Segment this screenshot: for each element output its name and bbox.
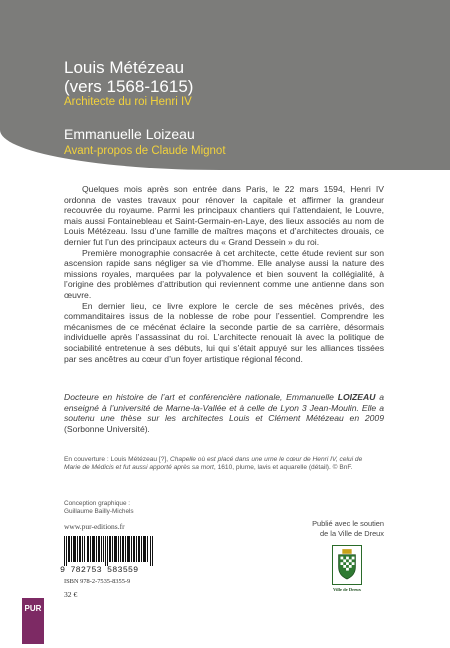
blurb-text <box>64 184 384 364</box>
bio-university: (Sorbonne Université) <box>64 423 148 434</box>
design-credit-label: Conception graphique : <box>64 500 131 507</box>
blurb-paragraph: Quelques mois après son entrée dans Paris, le 22 mars 1594, Henri IV ordonna de vastes travaux pour rénover la capitale et affirmer la grandeur recouvrée du royaume. Parmi les principaux chantiers qui l’attendaient, le Louvre, mais aussi Fontainebleau et Saint-Germain-en-Laye, des lieux associés au nom de Louis Métézeau. Issu d’une famille de maîtres maçons et d’architectes drouais, ce dernier fut l’un des principaux acteurs du « Grand Dessein » du roi. <box>64 184 384 247</box>
book-subtitle: Architecte du roi Henri IV <box>64 96 192 108</box>
author-name: Emmanuelle Loizeau <box>64 126 195 142</box>
cover-credit-title: Chapelle où est placé dans une urne le cœur de Henri IV, celui de Marie de Médicis et fut aussi apporté après sa mort <box>64 456 363 472</box>
preface-credit: Avant-propos de Claude Mignot <box>64 145 226 157</box>
dreux-coat-of-arms-icon <box>332 545 362 585</box>
pur-publisher-logo <box>22 598 44 644</box>
bio-end: . <box>147 423 150 434</box>
book-title: Louis Métézeau <box>64 58 185 77</box>
dreux-label: Ville de Dreux <box>332 587 362 592</box>
isbn: ISBN 978-2-7535-8355-9 <box>64 578 131 585</box>
pur-logo-text: PUR <box>24 604 42 613</box>
cover-credit <box>64 456 364 473</box>
support-credit <box>262 519 384 538</box>
cover-credit-prefix: En couverture : Louis Métézeau [?], <box>64 456 170 463</box>
cover-credit-suffix: , 1610, plume, lavis et aquarelle (détail). © BnF. <box>213 464 353 472</box>
book-dates: (vers 1568-1615) <box>64 77 194 96</box>
author-bio <box>64 392 384 434</box>
barcode <box>64 536 154 566</box>
support-line: Publié avec le soutien <box>312 519 384 528</box>
bio-author-surname: LOIZEAU <box>337 392 376 402</box>
bio-text: Docteure en histoire de l’art et conférencière nationale, Emmanuelle <box>64 392 338 402</box>
barcode-number: 9 782753 583559 <box>60 565 139 575</box>
bio-text: a enseigné à l’université de Marne-la-Vallée et à celle de Lyon 3 Jean-Moulin. Elle a soutenu une thèse sur les architectes Louis et Clément Métézeau en 2009 <box>64 392 384 424</box>
publisher-website[interactable]: www.pur-editions.fr <box>64 522 125 531</box>
design-credit <box>64 500 134 516</box>
price: 32 € <box>64 590 78 599</box>
blurb-paragraph: Première monographie consacrée à cet architecte, cette étude revient sur son ascension rapide sans négliger sa vie d’homme. Elle analyse aussi la nature des missions royales, marquées par la polyvalence et bien souvent la collégialité, à l’origine des problèmes d’attribution qui reviennent comme une antienne dans son œuvre. <box>64 247 384 300</box>
cover-header-band <box>0 0 450 170</box>
design-credit-name: Guillaume Bailly-Michels <box>64 508 134 515</box>
support-line: de la Ville de Dreux <box>320 528 384 538</box>
blurb-paragraph: En dernier lieu, ce livre explore le cercle de ses mécènes privés, des commanditaires issus de la noblesse de robe pour l’essentiel. Comprendre les mécanismes de ce mécénat éclaire la seconde partie de sa carrière, désormais individuelle après l’assassinat du roi. L’architecte renouait là avec la politique de sociabilité entretenue à ses débuts, lui qui s’était appuyé sur les alliances tissées par ses ancêtres au cœur d’un foyer artistique régional fécond. <box>64 300 384 364</box>
